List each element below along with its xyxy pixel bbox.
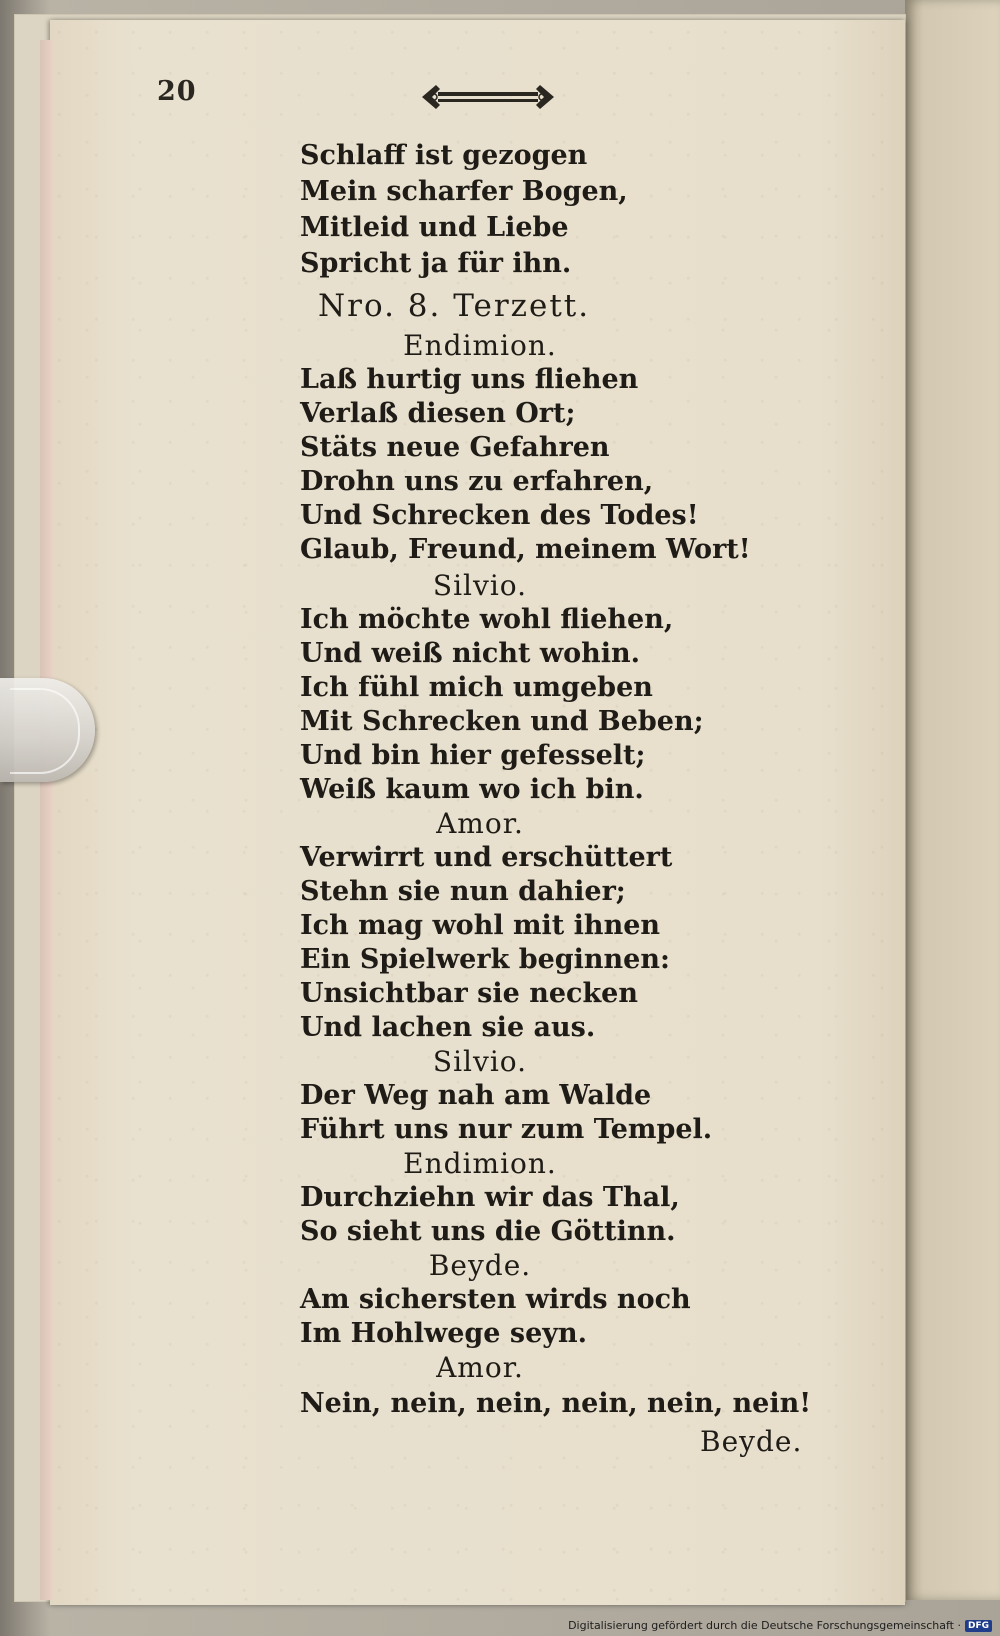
speaker-name: Amor. bbox=[436, 1351, 524, 1384]
digitization-credit bbox=[568, 1619, 992, 1632]
verse-line: Ich möchte wohl fliehen, bbox=[300, 604, 674, 635]
verse-line: Und Schrecken des Todes! bbox=[300, 500, 699, 531]
speaker-name: Beyde. bbox=[700, 1425, 803, 1458]
verse-line: Schlaff ist gezogen bbox=[300, 140, 588, 171]
verse-line: Ein Spielwerk beginnen: bbox=[300, 944, 670, 975]
verse-line: Mit Schrecken und Beben; bbox=[300, 706, 704, 737]
verse-line: Stehn sie nun dahier; bbox=[300, 876, 626, 907]
decorative-double-arrow-rule-icon bbox=[418, 80, 558, 114]
speaker-name: Beyde. bbox=[428, 1249, 532, 1282]
verse-line: Ich fühl mich umgeben bbox=[300, 672, 653, 703]
verse-line: So sieht uns die Göttinn. bbox=[300, 1216, 676, 1247]
clip-highlight bbox=[10, 688, 80, 774]
speaker-name: Silvio. bbox=[432, 1045, 528, 1078]
facing-page-edge bbox=[905, 0, 1000, 1600]
verse-line: Und bin hier gefesselt; bbox=[300, 740, 646, 771]
verse-line: Mitleid und Liebe bbox=[300, 212, 569, 243]
verse-line: Und lachen sie aus. bbox=[300, 1012, 596, 1043]
dfg-logo-icon: DFG bbox=[965, 1620, 992, 1632]
speaker-name: Silvio. bbox=[432, 569, 528, 602]
verse-line: Weiß kaum wo ich bin. bbox=[300, 774, 644, 805]
verse-line: Und weiß nicht wohin. bbox=[300, 638, 641, 669]
page-number: 20 bbox=[157, 76, 197, 107]
verse-line: Führt uns nur zum Tempel. bbox=[300, 1114, 713, 1145]
verse-line: Der Weg nah am Walde bbox=[300, 1080, 652, 1111]
speaker-name: Amor. bbox=[436, 807, 524, 840]
page-edge-tint bbox=[40, 40, 54, 1600]
number-heading: Nro. 8. Terzett. bbox=[318, 288, 591, 324]
verse-line: Verwirrt und erschüttert bbox=[300, 842, 673, 873]
verse-line: Nein, nein, nein, nein, nein, nein! bbox=[300, 1388, 812, 1419]
verse-line: Im Hohlwege seyn. bbox=[300, 1318, 587, 1349]
verse-line: Drohn uns zu erfahren, bbox=[300, 466, 654, 497]
verse-line: Mein scharfer Bogen, bbox=[300, 176, 628, 207]
verse-line: Durchziehn wir das Thal, bbox=[300, 1182, 680, 1213]
verse-line: Am sichersten wirds noch bbox=[300, 1284, 691, 1315]
credit-text: Digitalisierung gefördert durch die Deutsche Forschungsgemeinschaft · bbox=[568, 1619, 961, 1632]
verse-line: Laß hurtig uns fliehen bbox=[300, 364, 639, 395]
verse-line: Glaub, Freund, meinem Wort! bbox=[300, 534, 751, 565]
verse-line: Stäts neue Gefahren bbox=[300, 432, 610, 463]
speaker-name: Endimion. bbox=[403, 1147, 557, 1180]
verse-line: Spricht ja für ihn. bbox=[300, 248, 572, 279]
verse-line: Unsichtbar sie necken bbox=[300, 978, 638, 1009]
verse-line: Verlaß diesen Ort; bbox=[300, 398, 576, 429]
verse-line: Ich mag wohl mit ihnen bbox=[300, 910, 661, 941]
speaker-name: Endimion. bbox=[403, 329, 557, 362]
